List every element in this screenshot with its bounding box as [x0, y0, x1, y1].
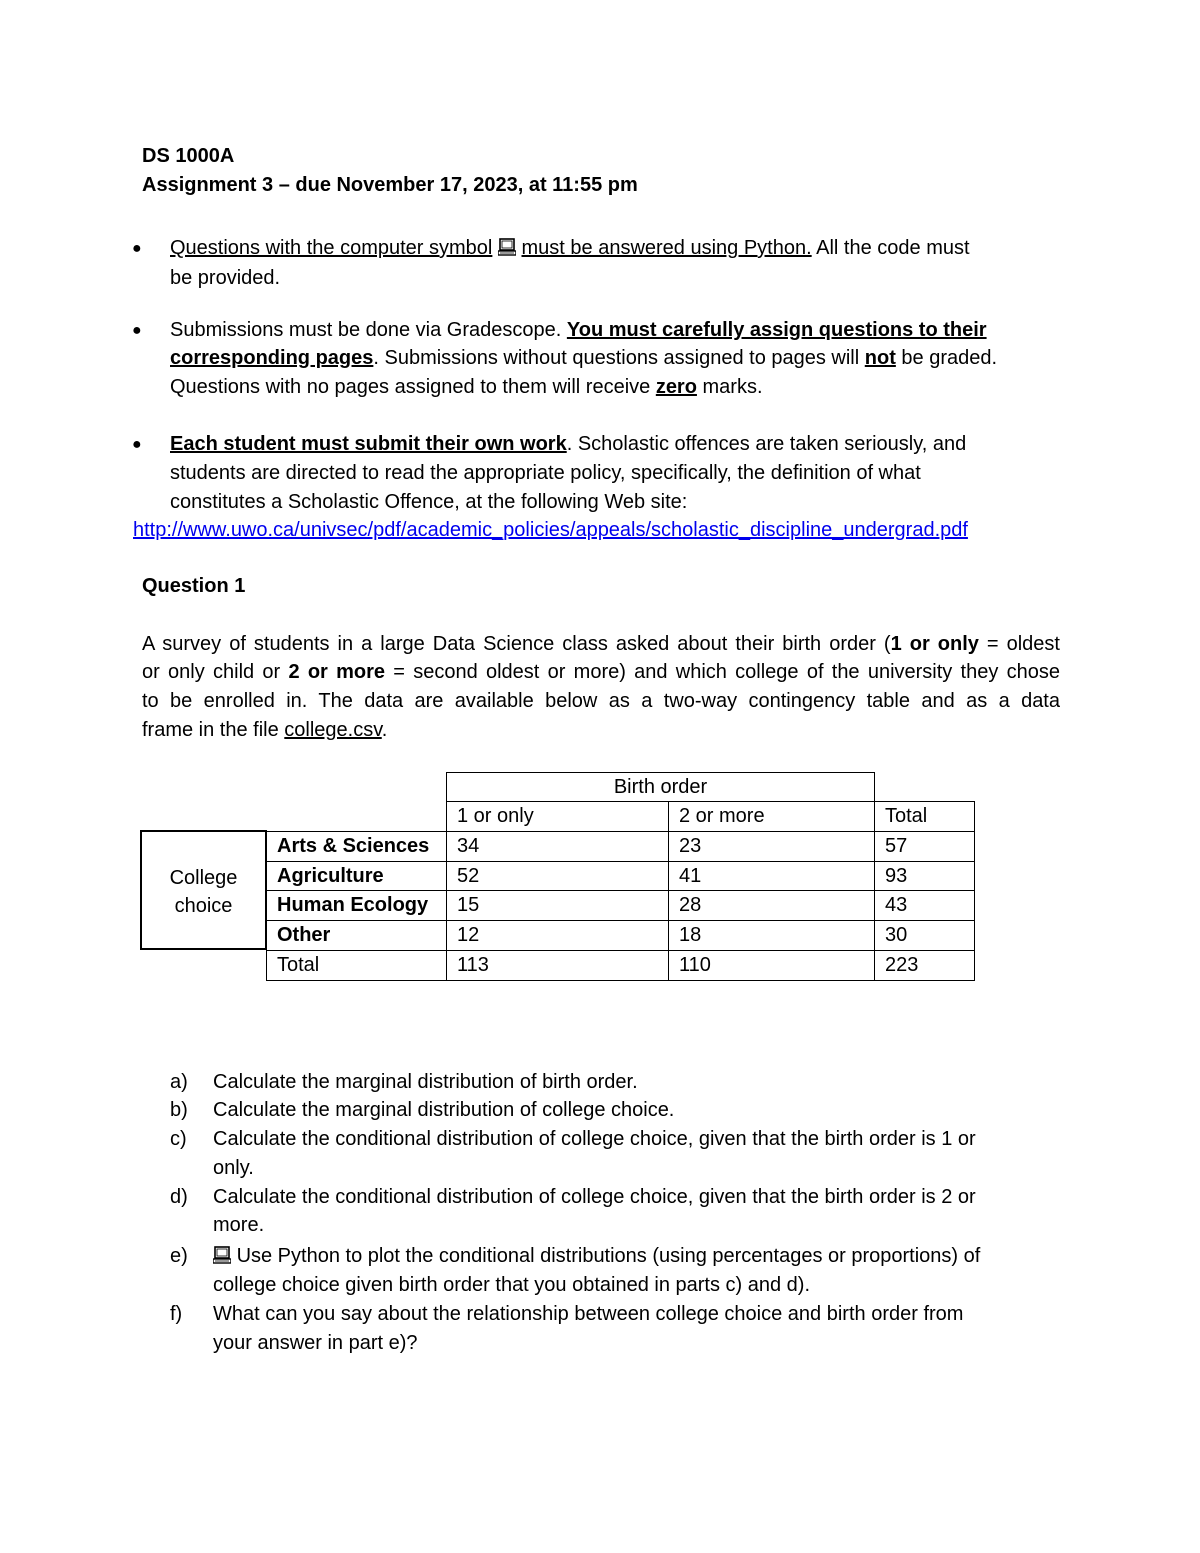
- row-label: Human Ecology: [266, 890, 447, 921]
- bullet-1-line-2: be provided.: [170, 267, 281, 289]
- bullet-2-text-b: You must carefully assign questions to their: [566, 319, 987, 341]
- part-c-text: Calculate the conditional distribution of college choice, given that the birth order is 1 or: [213, 1128, 976, 1150]
- q1-paragraph-line-3: to be enrolled in. The data are available below as a two-way contingency table and as a data: [142, 690, 1060, 712]
- row-label: Arts & Sciences: [266, 831, 447, 862]
- part-f-text: What can you say about the relationship between college choice and birth order from: [213, 1303, 964, 1325]
- college-csv-file: college.csv: [284, 719, 382, 741]
- bullet-2-text-a: Submissions must be done via Gradescope.: [170, 319, 567, 341]
- be-graded-text: be graded.: [895, 347, 998, 369]
- college-choice-label-cell: [140, 830, 267, 950]
- question-1-title: Question 1: [142, 575, 246, 597]
- part-f-text-2: your answer in part e)?: [213, 1332, 418, 1354]
- birth-order-header: Birth order: [446, 772, 875, 802]
- part-label: e): [170, 1245, 188, 1267]
- col-header-total: Total: [874, 801, 975, 832]
- part-c-text-2: only.: [213, 1157, 254, 1179]
- table-cell: 113: [446, 950, 669, 981]
- q1-paragraph-line-1: [142, 630, 1060, 658]
- part-a-text: Calculate the marginal distribution of birth order.: [213, 1071, 638, 1093]
- table-cell: 93: [874, 861, 975, 891]
- table-cell: 223: [874, 950, 975, 981]
- row-label: Other: [266, 920, 447, 951]
- assignment-title: Assignment 3 – due November 17, 2023, at 11:55 pm: [142, 174, 638, 196]
- table-cell: 12: [446, 920, 669, 951]
- bullet-dot: ●: [132, 436, 142, 453]
- college-choice-label-2: choice: [174, 895, 233, 917]
- bullet-3: [170, 430, 966, 458]
- q1-p1-text-end: = oldest: [978, 633, 1060, 655]
- zero-text: zero: [655, 376, 697, 398]
- part-d-text-2: more.: [213, 1214, 265, 1236]
- two-or-more-term: 2 or more: [288, 661, 386, 683]
- bullet-3-line-2: students are directed to read the appropriate policy, specifically, the definition of what: [170, 462, 921, 484]
- bullet-1-text-a: Questions with the computer symbol: [170, 237, 493, 259]
- q1-p2-text: or only child or: [142, 661, 289, 683]
- part-label: f): [170, 1303, 183, 1325]
- table-cell: 41: [668, 861, 875, 891]
- bullet-1-text-c: All the code must: [811, 237, 970, 259]
- q1-p1-text: A survey of students in a large Data Science class asked about their birth order (: [142, 633, 891, 655]
- marks-text: marks.: [696, 376, 763, 398]
- part-e-text: Use Python to plot the conditional distributions (using percentages or proportions) of: [236, 1245, 981, 1267]
- bullet-2-line-3: [170, 373, 763, 401]
- table-cell: 28: [668, 890, 875, 921]
- bullet-dot: ●: [132, 322, 142, 339]
- col-header-2-or-more: 2 or more: [668, 801, 875, 832]
- total-row-label: Total: [266, 950, 447, 981]
- q1-paragraph-line-4: [142, 716, 387, 744]
- policy-link[interactable]: http://www.uwo.ca/univsec/pdf/academic_policies/appeals/scholastic_discipline_undergrad.pdf: [133, 519, 968, 541]
- part-label: b): [170, 1099, 188, 1121]
- part-b-text: Calculate the marginal distribution of college choice.: [213, 1099, 675, 1121]
- bullet-1: [170, 234, 970, 262]
- table-cell: 52: [446, 861, 669, 891]
- table-cell: 23: [668, 831, 875, 862]
- bullet-2-line-2: [170, 344, 997, 372]
- bullet-2: [170, 316, 987, 344]
- part-e-line: [213, 1242, 980, 1270]
- table-cell: 57: [874, 831, 975, 862]
- q1-p4-period: .: [381, 719, 388, 741]
- part-label: a): [170, 1071, 188, 1093]
- course-code: DS 1000A: [142, 145, 235, 167]
- own-work-text: Each student must submit their own work: [170, 433, 567, 455]
- table-cell: 15: [446, 890, 669, 921]
- part-label: c): [170, 1128, 187, 1150]
- q1-p4-text: frame in the file: [142, 719, 285, 741]
- col-header-1-or-only: 1 or only: [446, 801, 669, 832]
- bullet-2-line-3-text: Questions with no pages assigned to them will receive: [170, 376, 656, 398]
- table-cell: 43: [874, 890, 975, 921]
- bullet-dot: ●: [132, 240, 142, 257]
- college-choice-label-1: College: [169, 867, 238, 889]
- part-d-text: Calculate the conditional distribution of college choice, given that the birth order is 2 or: [213, 1186, 976, 1208]
- bullet-3-text: . Scholastic offences are taken seriously, and: [566, 433, 967, 455]
- bullet-2-line-2-text: . Submissions without questions assigned to pages will: [373, 347, 865, 369]
- part-label: d): [170, 1186, 188, 1208]
- computer-icon: [498, 237, 516, 259]
- computer-icon: [213, 1245, 231, 1267]
- table-cell: 30: [874, 920, 975, 951]
- q1-paragraph-line-2: [142, 658, 1060, 686]
- bullet-1-text-b: must be answered using Python.: [521, 237, 812, 259]
- corresponding-pages-text: corresponding pages: [170, 347, 374, 369]
- q1-p2-text-end: = second oldest or more) and which college of the university they chose: [385, 661, 1060, 683]
- table-cell: 18: [668, 920, 875, 951]
- bullet-3-line-3: constitutes a Scholastic Offence, at the following Web site:: [170, 491, 688, 513]
- not-text: not: [864, 347, 896, 369]
- part-e-text-2: college choice given birth order that you obtained in parts c) and d).: [213, 1274, 811, 1296]
- table-cell: 34: [446, 831, 669, 862]
- row-label: Agriculture: [266, 861, 447, 891]
- one-or-only-term: 1 or only: [890, 633, 979, 655]
- table-cell: 110: [668, 950, 875, 981]
